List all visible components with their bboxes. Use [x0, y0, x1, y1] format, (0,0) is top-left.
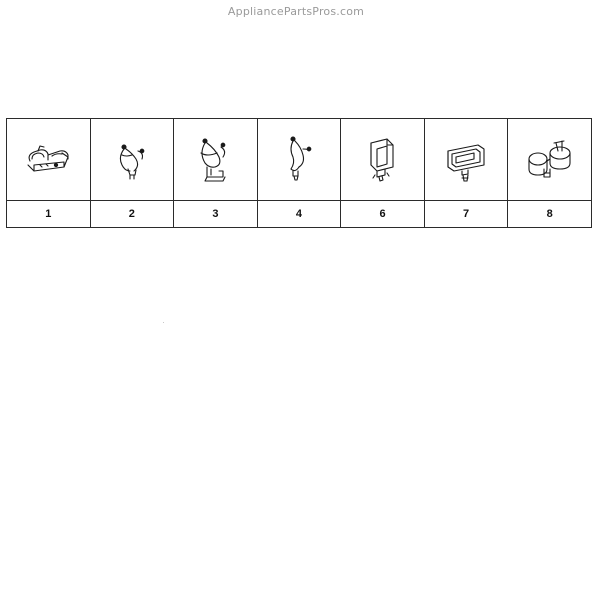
site-watermark: AppliancePartsPros.com: [227, 5, 365, 18]
part-number-label: 1: [7, 200, 91, 227]
part-cell-6[interactable]: [341, 119, 425, 201]
wire-clip-push-pin-icon: [269, 129, 329, 189]
part-cell-2[interactable]: [90, 119, 174, 201]
part-cell-7[interactable]: [424, 119, 508, 201]
stray-pixel: [163, 322, 164, 323]
wire-harness-clamp-icon: [18, 129, 78, 189]
parts-number-row: [7, 200, 592, 227]
part-number-label: 2: [90, 200, 174, 227]
part-number-label: 6: [341, 200, 425, 227]
part-cell-1[interactable]: [7, 119, 91, 201]
double-cable-clamp-icon: [520, 129, 580, 189]
part-number-label: 3: [174, 200, 258, 227]
wire-tie-mount-icon: [436, 129, 496, 189]
part-number-label: 7: [424, 200, 508, 227]
parts-image-row: [7, 119, 592, 201]
parts-table: [6, 118, 592, 228]
part-cell-3[interactable]: [174, 119, 258, 201]
part-cell-8[interactable]: [508, 119, 592, 201]
wire-clip-icon: [102, 129, 162, 189]
wire-clip-bracket-icon: [185, 129, 245, 189]
part-number-label: 4: [257, 200, 341, 227]
part-cell-4[interactable]: [257, 119, 341, 201]
wire-retainer-icon: [353, 129, 413, 189]
part-number-label: 8: [508, 200, 592, 227]
